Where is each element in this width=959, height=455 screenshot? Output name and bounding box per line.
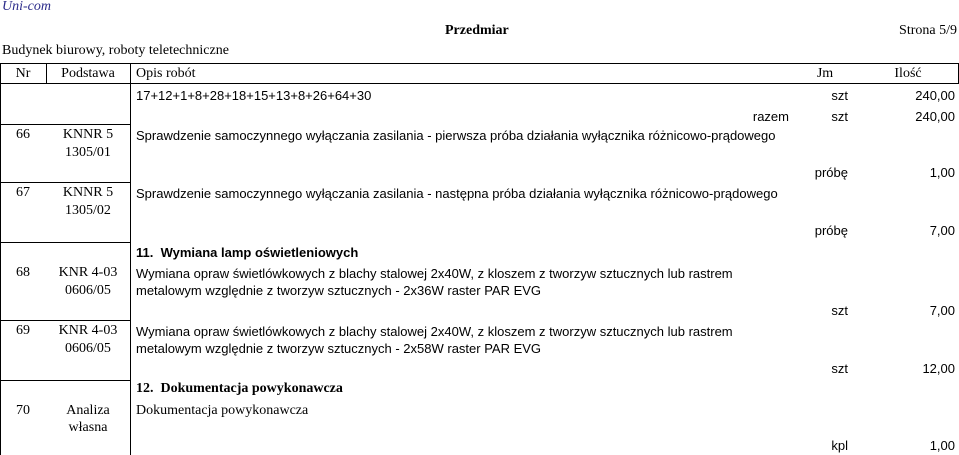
col-header-nr: Nr [15, 66, 31, 81]
row-description: Sprawdzenie samoczynnego wyłączania zasilania - pierwsza próba działania wyłącznika różnicowo-prądowego [136, 128, 776, 143]
sum-qty: 240,00 [915, 109, 955, 124]
row-basis-code: 0606/05 [65, 283, 111, 298]
row-unit: próbę [814, 223, 848, 238]
row-basis: Analiza [66, 403, 110, 418]
row-qty: 12,00 [922, 361, 955, 376]
row-description: Sprawdzenie samoczynnego wyłączania zasilania - następna próba działania wyłącznika różnicowo-prądowego [136, 186, 778, 201]
calc-formula: 17+12+1+8+28+18+15+13+8+26+64+30 [136, 88, 372, 103]
row-unit: próbę [814, 165, 848, 180]
row-nr: 68 [16, 265, 30, 280]
row-basis: KNR 4-03 [58, 323, 118, 338]
row-qty: 7,00 [929, 223, 955, 238]
row-nr: 66 [16, 127, 30, 142]
sum-unit: szt [831, 109, 848, 124]
calc-qty: 240,00 [915, 88, 955, 103]
row-nr: 70 [16, 403, 30, 418]
section-heading: 11. Wymiana lamp oświetleniowych [136, 245, 359, 260]
document-title: Przedmiar [445, 23, 509, 38]
row-nr: 67 [16, 185, 30, 200]
project-name: Budynek biurowy, roboty teletechniczne [2, 43, 229, 58]
row-description-cont: metalowym względnie z tworzyw sztucznych - 2x36W raster PAR EVG [136, 283, 542, 298]
row-qty: 7,00 [929, 303, 955, 318]
row-basis-code: 0606/05 [65, 341, 111, 356]
row-description: Dokumentacja powykonawcza [136, 403, 309, 418]
col-header-qty: Ilość [894, 66, 922, 81]
row-qty: 1,00 [929, 165, 955, 180]
row-unit: szt [831, 361, 848, 376]
section-heading: 12. Dokumentacja powykonawcza [136, 381, 343, 396]
row-basis-code: własna [68, 420, 108, 435]
row-description: Wymiana opraw świetlówkowych z blachy stalowej 2x40W, z kloszem z tworzyw sztucznych lub rastrem [136, 324, 733, 339]
row-qty: 1,00 [929, 438, 955, 453]
row-basis: KNNR 5 [62, 127, 114, 142]
col-header-basis: Podstawa [61, 66, 115, 81]
row-unit: szt [831, 303, 848, 318]
row-basis-code: 1305/02 [65, 203, 111, 218]
row-basis-code: 1305/01 [65, 145, 111, 160]
row-nr: 69 [16, 323, 30, 338]
company-name: Uni-com [2, 0, 51, 14]
sum-label: razem [752, 109, 789, 124]
calc-unit: szt [831, 88, 848, 103]
col-header-unit: Jm [816, 66, 834, 81]
row-description: Wymiana opraw świetlówkowych z blachy stalowej 2x40W, z kloszem z tworzyw sztucznych lub rastrem [136, 266, 733, 281]
page-number: Strona 5/9 [899, 23, 957, 38]
row-basis: KNNR 5 [62, 185, 114, 200]
row-unit: kpl [831, 438, 848, 453]
col-header-desc: Opis robót [136, 66, 196, 81]
row-description-cont: metalowym względnie z tworzyw sztucznych - 2x58W raster PAR EVG [136, 341, 542, 356]
row-basis: KNR 4-03 [58, 265, 118, 280]
